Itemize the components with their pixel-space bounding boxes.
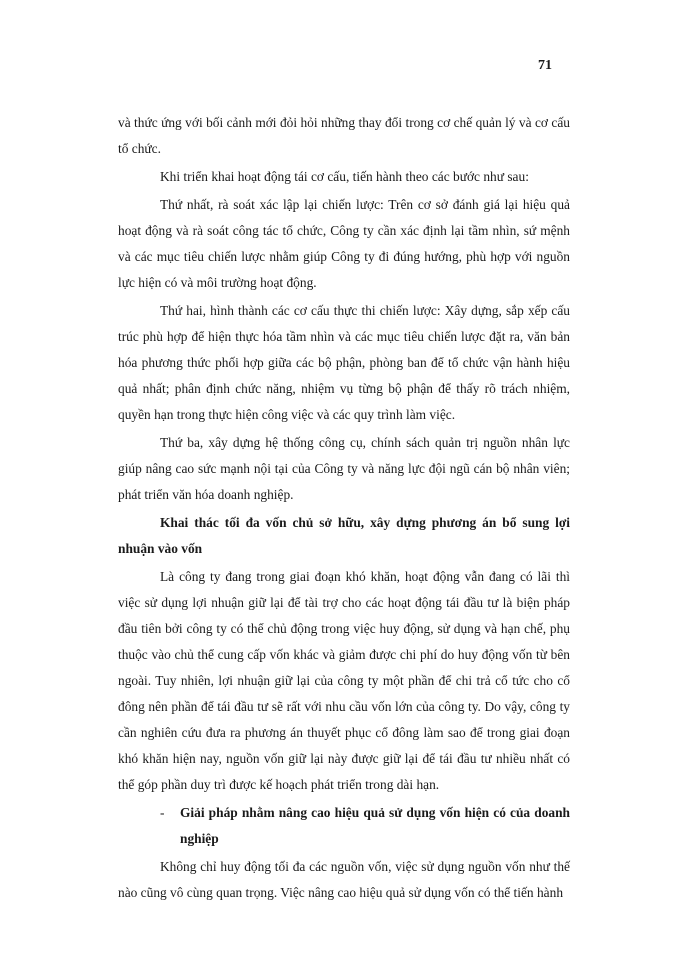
page-number: 71 bbox=[538, 58, 552, 73]
document-body bbox=[118, 110, 570, 908]
paragraph-retained-earnings: Là công ty đang trong giai đoạn khó khăn, hoạt động vẫn đang có lãi thì việc sử dụng lợi nhuận giữ lại để tài trợ cho các hoạt động tái đầu tư là biện pháp đầu tiên bởi công ty có thể chủ động trong việc huy động, sử dụng và hạn chế, phụ thuộc vào chủ thể cung cấp vốn khác và giảm được chi phí do huy động vốn từ bên ngoài. Tuy nhiên, lợi nhuận giữ lại của công ty một phần để chi trả cổ tức cho cổ đông nên phần để tái đầu tư sẽ rất với nhu cầu vốn lớn của công ty. Do vậy, công ty cần nghiên cứu đưa ra phương án thuyết phục cổ đông làm sao để trong giai đoạn khó khăn hiện nay, nguồn vốn giữ lại này được giữ lại để tái đầu tư nhiều nhất có thể góp phần duy trì được kế hoạch phát triển trong dài hạn. bbox=[118, 569, 570, 792]
section-heading-capital-efficiency: Giải pháp nhằm nâng cao hiệu quả sử dụng vốn hiện có của doanh nghiệp bbox=[180, 805, 570, 846]
paragraph-step-one: Thứ nhất, rà soát xác lập lại chiến lược: Trên cơ sở đánh giá lại hiệu quả hoạt động và rà soát công tác tổ chức, Công ty cần xác định lại tầm nhìn, sứ mệnh và các mục tiêu chiến lược nhằm giúp Công ty đi đúng hướng, phù hợp với nguồn lực hiện có và môi trường hoạt động. bbox=[118, 197, 570, 290]
bullet-heading-capital-efficiency bbox=[118, 800, 570, 852]
bullet-dash: - bbox=[160, 805, 165, 820]
paragraph-continuation: và thức ứng với bối cảnh mới đỏi hỏi những thay đổi trong cơ chế quản lý và cơ cấu tổ chức. bbox=[118, 115, 570, 156]
section-heading-equity: Khai thác tối đa vốn chủ sở hữu, xây dựng phương án bổ sung lợi nhuận vào vốn bbox=[118, 515, 570, 556]
paragraph-capital-usage: Không chỉ huy động tối đa các nguồn vốn, việc sử dụng nguồn vốn như thế nào cũng vô cùng quan trọng. Việc nâng cao hiệu quả sử dụng vốn có thể tiến hành bbox=[118, 859, 570, 900]
paragraph-step-three: Thứ ba, xây dựng hệ thống công cụ, chính sách quản trị nguồn nhân lực giúp nâng cao sức mạnh nội tại của Công ty và năng lực đội ngũ cán bộ nhân viên; phát triển văn hóa doanh nghiệp. bbox=[118, 435, 570, 502]
paragraph-step-two: Thứ hai, hình thành các cơ cấu thực thi chiến lược: Xây dựng, sắp xếp cấu trúc phù hợp để hiện thực hóa tầm nhìn và các mục tiêu chiến lược đặt ra, văn bản hóa phương thức phối hợp giữa các bộ phận, phòng ban để tổ chức vận hành hiệu quả nhất; phân định chức năng, nhiệm vụ từng bộ phận để thấy rõ trách nhiệm, quyền hạn trong thực hiện công việc và các quy trình làm việc. bbox=[118, 303, 570, 422]
paragraph-intro-steps: Khi triển khai hoạt động tái cơ cấu, tiến hành theo các bước như sau: bbox=[160, 169, 529, 184]
